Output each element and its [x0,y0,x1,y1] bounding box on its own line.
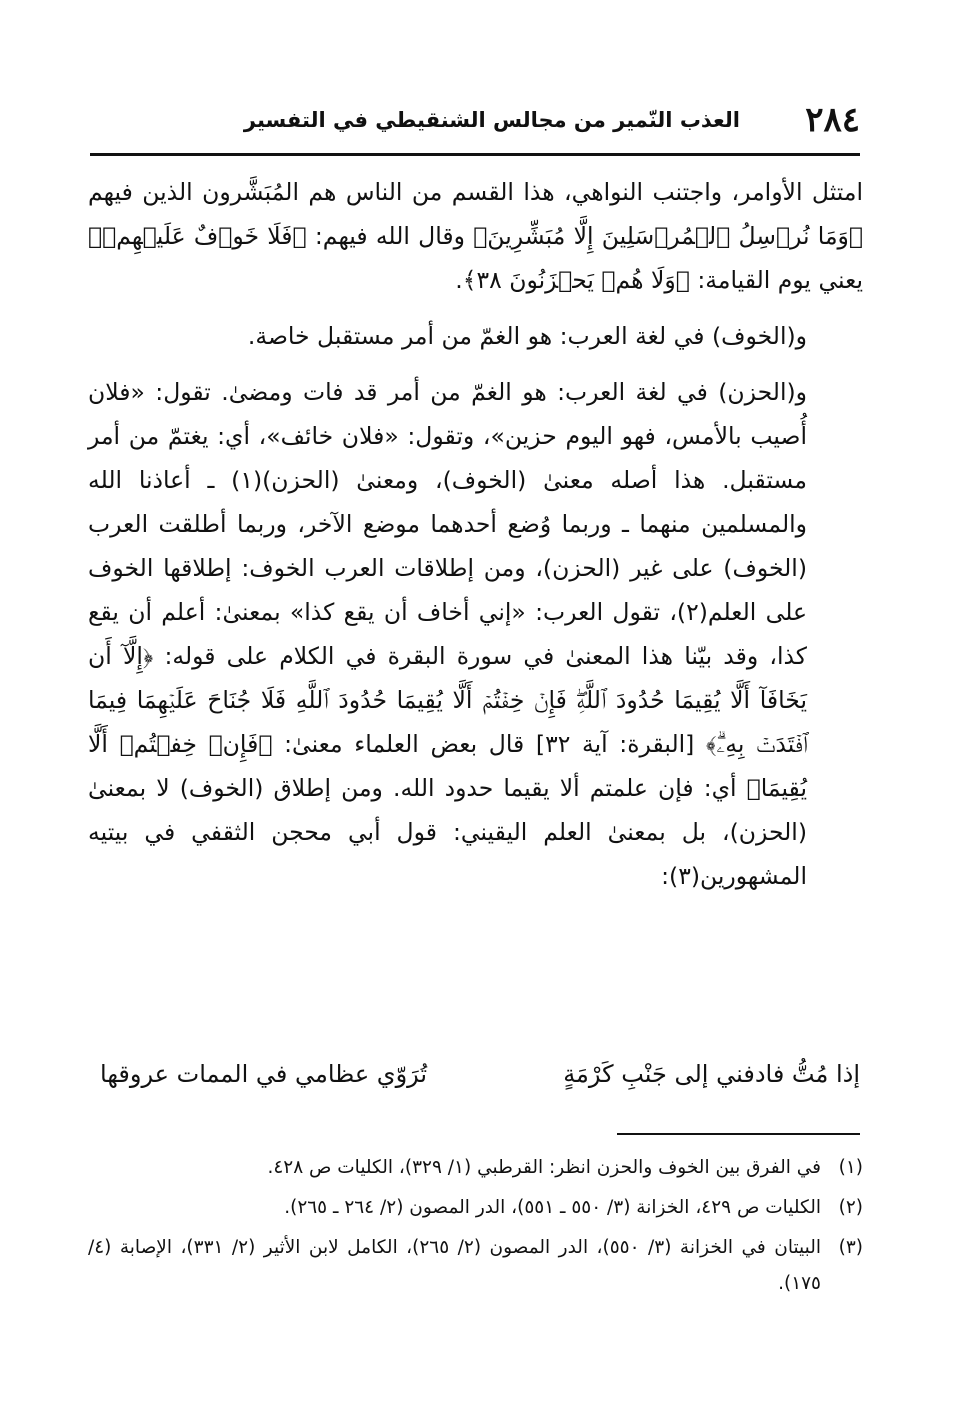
footnote-number: (٢) [838,1197,863,1218]
paragraph-3: و(الحزن) في لغة العرب: هو الغمّ من أمر قد فات ومضىٰ. تقول: «فلان أُصيب بالأمس، فهو اليوم حزين»، وتقول: «فلان خائف»، أي: يغتمّ من أمر مستقبل. هذا أصله معنىٰ (الخوف)، ومعنىٰ (الحزن)(١) ـ أعاذنا الله والمسلمين منهما ـ وربما وُضع أحدهما موضع الآخر، وربما أطلقت العرب (الخوف) على غير (الحزن)، ومن إطلاقات العرب الخوف: إطلاقها الخوف على العلم(٢)، تقول العرب: «إني أخاف أن يقع كذا» بمعنىٰ: أعلم أن يقع كذا، وقد بيّنا هذا المعنىٰ في سورة البقرة في الكلام على قوله: ﴿إِلَّآ أَن يَخَافَآ أَلَّا يُقِيمَا حُدُودَ ٱللَّهِۖ فَإِنۡ خِفۡتُمۡ أَلَّا يُقِيمَا حُدُودَ ٱللَّهِ فَلَا جُنَاحَ عَلَيۡهِمَا فِيمَا ٱفۡتَدَتۡ بِهِۦۗ﴾ [البقرة: آية ٣٢] قال بعض العلماء معنىٰ: ﴿فَإِنۡ خِفۡتُمۡ أَلَّا يُقِيمَا﴾ أي: فإن علمتم ألا يقيما حدود الله. ومن إطلاق (الخوف) لا بمعنىٰ (الحزن)، بل بمعنىٰ العلم اليقيني: قول أبي محجن الثقفي في بيتيه المشهورين(٣): [88,378,807,890]
footnote-number: (٣) [838,1237,863,1258]
poem-first-hemistich: إذا مُتُّ فادفني إلى جَنْبِ كَرْمَةٍ [563,1060,860,1088]
header-rule [90,153,860,156]
footnote-2 [88,1190,863,1226]
footnotes [88,1150,863,1306]
footnote-number: (١) [838,1157,863,1178]
footnote-3 [88,1230,863,1302]
poem-verse [90,1060,860,1110]
paragraph-2: و(الخوف) في لغة العرب: هو الغمّ من أمر مستقبل خاصة. [247,322,807,350]
footnote-separator [617,1133,860,1135]
running-title: العذب النّمير من مجالس الشنقيطي في التفسير [243,108,740,132]
footnote-text: الكليات ص ٤٢٩، الخزانة (٣/ ٥٥٠ ـ ٥٥١)، الدر المصون (٢/ ٢٦٤ ـ ٢٦٥). [284,1197,821,1218]
footnote-text: البيتان في الخزانة (٣/ ٥٥٠)، الدر المصون (٢/ ٢٦٥)، الكامل لابن الأثير (٢/ ٣٣١)، الإصابة (٤/ ١٧٥). [88,1237,821,1294]
page-number: ٢٨٤ [805,100,860,140]
poem-second-hemistich: تُرَوّي عظامي في الممات عروقها [100,1060,428,1088]
footnote-text: في الفرق بين الخوف والحزن انظر: القرطبي (١/ ٣٢٩)، الكليات ص ٤٢٨. [267,1157,821,1178]
main-text [88,170,863,898]
page-header [90,100,860,150]
footnote-1 [88,1150,863,1186]
paragraph-1: امتثل الأوامر، واجتنب النواهي، هذا القسم من الناس هم المُبَشَّرون الذين فيهم ﴿وَمَا نُرۡسِلُ ٱلۡمُرۡسَلِينَ إِلَّا مُبَشِّرِينَ﴾ وقال الله فيهم: ﴿فَلَا خَوۡفٌ عَلَيۡهِمۡ﴾ يعني يوم القيامة: ﴿وَلَا هُمۡ يَحۡزَنُونَ ٣٨﴾. [88,178,863,294]
